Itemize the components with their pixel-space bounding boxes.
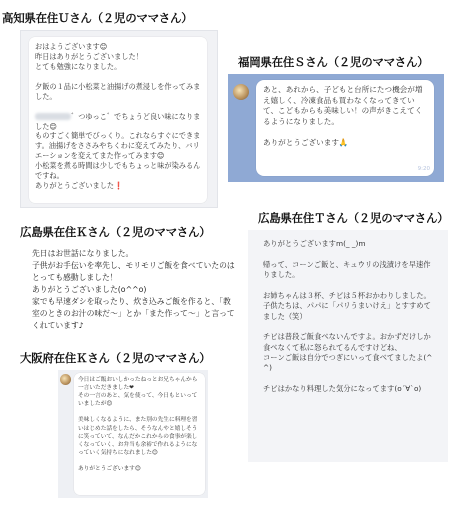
- chat-screenshot-u: [20, 30, 218, 208]
- message-bubble-t: [256, 234, 440, 458]
- message-text-u-part2: ゛つゆっこ゛でちょうど良い味になりました😊 ものすごく簡単でびっくり。これならすぐにできます。油揚げをささみやちくわに変えてみたり、バリエーションを変えてまた作ってみます😊 小松菜を煮る時間は少しでもちょっと味が染みるんですね。 ありがとうございました❗: [35, 111, 201, 191]
- message-text-u-part1: おはようございます😊 昨日はありがとうございました！ とても勉強になりました。 夕飯の１品に小松菜と油揚げの煮浸しを作ってみました。: [35, 42, 201, 101]
- message-bubble-u: [29, 37, 207, 203]
- chat-screenshot-k2: [58, 370, 208, 498]
- testimonial-heading-u: 高知県在住Ｕさん（２児のママさん）: [2, 11, 193, 25]
- testimonial-heading-s: 福岡県在住Ｓさん（２児のママさん）: [238, 55, 429, 69]
- message-bubble-k2: [74, 373, 205, 495]
- message-time: 9:20: [417, 166, 430, 172]
- testimonial-heading-t: 広島県在住Ｔさん（２児のママさん）: [258, 211, 449, 225]
- chat-screenshot-k1: [18, 244, 240, 350]
- message-text-k1: 先日はお世話になりました。 子供がお手伝いを率先し、モリモリご飯を食べていたのはとっても感動しました！ ありがとうございました(o^^o) 家でも早速ダシを取ったり、炊き込みご飯を作ると、「教室のときのお汁の味だ～」とか「また作って～」と言ってくれています♪: [32, 249, 235, 331]
- blurred-product-name: [35, 113, 71, 120]
- message-text-s: あと、あれから、子どもと台所にたつ機会が増え嬉しく、冷凍食品も買わなくなってきていて、こどもからも美味しい！の声がきこえてくるようになりました。 ありがとうございます🙏: [263, 85, 423, 148]
- message-bubble-s: [256, 80, 434, 176]
- message-text-k2: 今日はご飯おいしかったねっとお兄ちゃんから一言いただきました❤ その一言のあと、気を使って、今日もといっていましたが😊 美味しくなるように、また別の先生に料理を習いはじめた話をしたら、そうなんやと嬉しそうに笑っていて、なんだかこれからの食事が楽しくなっていく、お弁当も余裕で作れるようになっていく気持ちになれました😊 ありがとうございます😊: [78, 377, 198, 473]
- chat-screenshot-t: [248, 230, 448, 462]
- message-text-t: ありがとうございますm(_ _)m 帰って、コーンご飯と、キュウリの浅漬けを早速作りました。 お姉ちゃんは３杯、チビは５杯おかわりしました。 子供たちは、パパに「パリうまいけえ」とすすめてました（笑） チビは普段ご飯食べないんですよ。おかずだけしか食べなくて私に怒られてるんですけどね、 コーンご飯は自分でつぎにいって食べてましたよ(^^) チビはかなり料理した気分になってます(o´∀`o): [263, 239, 433, 394]
- chat-screenshot-s: [228, 74, 444, 182]
- avatar: [233, 84, 249, 100]
- testimonial-heading-k1: 広島県在住Ｋさん（２児のママさん）: [20, 225, 211, 239]
- testimonial-heading-k2: 大阪府在住Ｋさん（２児のママさん）: [20, 351, 211, 365]
- avatar: [60, 374, 71, 385]
